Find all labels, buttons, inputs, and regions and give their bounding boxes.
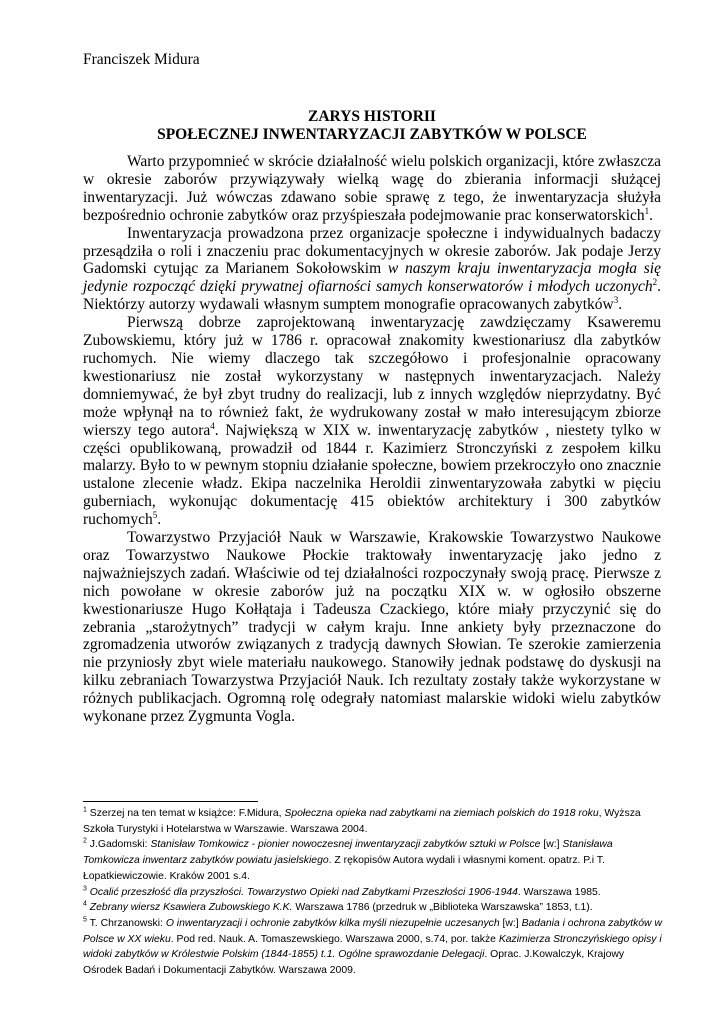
footnote-text: . Z rękopisów Autora wydali i własnymi koment. opatrz. P.i T. Łopatkiewiczowie. Kraków 2001 s.4. <box>83 855 605 882</box>
footnote-number: 5 <box>83 916 87 924</box>
footnote-text: . Warszawa 1985. <box>517 886 601 898</box>
p2-text-b: . Niektórzy autorzy wydawali własnym sumptem monografie opracowanych zabytków <box>83 278 661 314</box>
footnote-text: J.Gadomski: <box>86 839 151 851</box>
footnote-2 <box>83 837 663 884</box>
title-line-2: SPOŁECZNEJ INWENTARYZACJI ZABYTKÓW W POLSCE <box>157 126 587 143</box>
footnote-5 <box>83 916 663 979</box>
footnote-number: 4 <box>83 900 87 908</box>
footnote-separator <box>83 801 258 802</box>
p1-text: Warto przypomnieć w skrócie działalność wielu polskich organizacji, które zwłaszcza w okresie zaborów przywiązywały wielką wagę do zbierania informacji służącej inwentaryzacji. Już wówczas zdawano sobie sprawę z tego, że inwentaryzacja służyła bezpośrednio ochronie zabytków oraz przyśpieszała podejmowanie prac konserwatorskich <box>83 153 661 224</box>
footnote-1 <box>83 806 663 837</box>
footnote-title: Badania i ochrona zabytków w Polsce w XX wieku <box>83 917 662 945</box>
footnote-ref-1: 1 <box>644 205 650 216</box>
author-name: Franciszek Midura <box>83 51 200 68</box>
footnote-title: Społeczna opieka nad zabytkami na ziemiach polskich do 1918 roku <box>284 808 599 819</box>
footnote-3 <box>83 885 663 901</box>
footnote-text: . Pod red. Nauk. A. Tomaszewskiego. Warszawa 2000, s.74, por. także <box>170 933 499 945</box>
footnote-number: 2 <box>83 837 87 845</box>
footnote-title: Zebrany wiersz Ksawiera Zubowskiego K.K. <box>89 902 293 914</box>
footnote-ref-3: 3 <box>613 295 619 306</box>
footnote-title: Stanisław Tomkowicz - pionier nowoczesnej inwentaryzacji zabytków sztuki w Polsce <box>150 839 541 851</box>
footnote-text: . Oprac. J.Kowalczyk, Krajowy Ośrodek Badań i Dokumentacji Zabytków. Warszawa 2009. <box>83 949 625 977</box>
footnote-ref-5: 5 <box>152 509 158 520</box>
footnote-ref-2: 2 <box>652 277 658 288</box>
footnote-text: T. Chrzanowski: <box>86 917 166 929</box>
footnote-4 <box>83 900 663 916</box>
p2-text-c: . <box>618 296 623 314</box>
title-line-1: ZARYS HISTORII <box>308 108 436 125</box>
p2-quote: w naszym kraju inwentaryzacja mogła się jedynie rozpocząć dzięki prywatnej ofiarności samych konserwatorów i młodych uczonych <box>83 260 661 296</box>
paragraph-1 <box>83 153 661 225</box>
footnote-text: [w:] <box>540 839 563 851</box>
p2-text-a: Inwentaryzacja prowadzona przez organizacje społeczne i indywidualnych badaczy przesądziła o roli i znaczeniu prac dokumentacyjnych w okresie zaborów. Jak podaje Jerzy Gadomski cytując za Marianem Sokołowskim <box>83 224 661 278</box>
footnote-title: Ocalić przeszłość dla przyszłości. Towarzystwo Opieki nad Zabytkami Przeszłości 1906-1944 <box>89 886 518 898</box>
paragraph-2 <box>83 225 661 315</box>
footnote-title: O inwentaryzacji i ochronie zabytków kilka myśli niezupełnie uczesanych <box>165 917 500 929</box>
body-text <box>83 153 661 726</box>
footnote-title: Kazimierza Stronczyńskiego opisy i widoki zabytków w Królestwie Polskim (1844-1855) t.1. Ogólne sprawozdanie Delegacji <box>83 933 662 961</box>
footnote-text: , Wyższa Szkoła Turystyki i Hotelarstwa w Warszawie. Warszawa 2004. <box>83 808 641 835</box>
footnote-ref-4: 4 <box>210 420 215 431</box>
p1-after: . <box>649 206 654 224</box>
footnote-text: [w:] <box>499 917 522 929</box>
p3-text-a: Pierwszą dobrze zaprojektowaną inwentaryzację zawdzięczamy Ksaweremu Zubowskiemu, który już w 1786 r. opracował znakomity kwestionariusz dla zabytków ruchomych. Nie wiemy dlaczego tak szczegółowo i profesjonalnie opracowany kwestionariusz nie został wykorzystany w następnych inwentaryzacjach. Należy domniemywać, że był zbyt trudny do realizacji, lub z innych względów nieprzydatny. Być może wpłynął na to również fakt, że wydrukowany został w mało interesującym zbiorze wierszy tego autora <box>83 314 661 439</box>
footnote-title: Stanisława Tomkowicza inwentarz zabytków powiatu jasielskiego <box>83 839 613 867</box>
footnote-number: 1 <box>83 806 87 814</box>
footnote-text: Szerzej na ten temat w książce: F.Midura, <box>86 808 285 819</box>
paragraph-4: Towarzystwo Przyjaciół Nauk w Warszawie, Krakowskie Towarzystwo Naukowe oraz Towarzystwo Naukowe Płockie traktowały inwentaryzację jako jedno z najważniejszych zadań. Właściwie od tej działalności rozpoczynały swoją pracę. Pierwsze z nich powołane w okresie zaborów już na początku XIX w. w ogłosiło obszerne kwestionariusze Hugo Kołłątaja i Tadeusza Czackiego, które miały przyczynić się do zebrania „starożytnych” tradycji w całym kraju. Inne ankiety były przeznaczone do zgromadzenia utworów związanych z tradycją dawnych Słowian. Te szerokie zamierzenia nie przyniosły zbyt wiele materiału naukowego. Stanowiły jednak podstawę do dyskusji na kilku zebraniach Towarzystwa Przyjaciół Nauk. Ich rezultaty zostały także wykorzystane w różnych publikacjach. Ogromną rolę odegrały natomiast malarskie widoki wielu zabytków wykonane przez Zygmunta Vogla. <box>83 529 661 726</box>
p3-text-c: . <box>157 511 162 529</box>
footnotes <box>83 806 663 979</box>
footnote-text: Warszawa 1786 (przedruk w „Biblioteka Warszawska” 1853, t.1). <box>292 902 593 914</box>
p3-text-b: . Największą w XIX w. inwentaryzację zabytków , niestety tylko w części opublikowaną, prowadził od 1844 r. Kazimierz Stronczyński z zespołem kilku malarzy. Było to w pewnym stopniu działanie społeczne, bowiem przekroczyło ono znacznie ustalone zlecenie władz. Ekipa naczelnika Heroldii zinwentaryzowała zabytki w pięciu guberniach, wykonując dokumentację 415 obiektów architektury i 300 zabytków ruchomych <box>83 421 661 529</box>
paragraph-3 <box>83 314 661 529</box>
footnote-number: 3 <box>83 885 87 893</box>
